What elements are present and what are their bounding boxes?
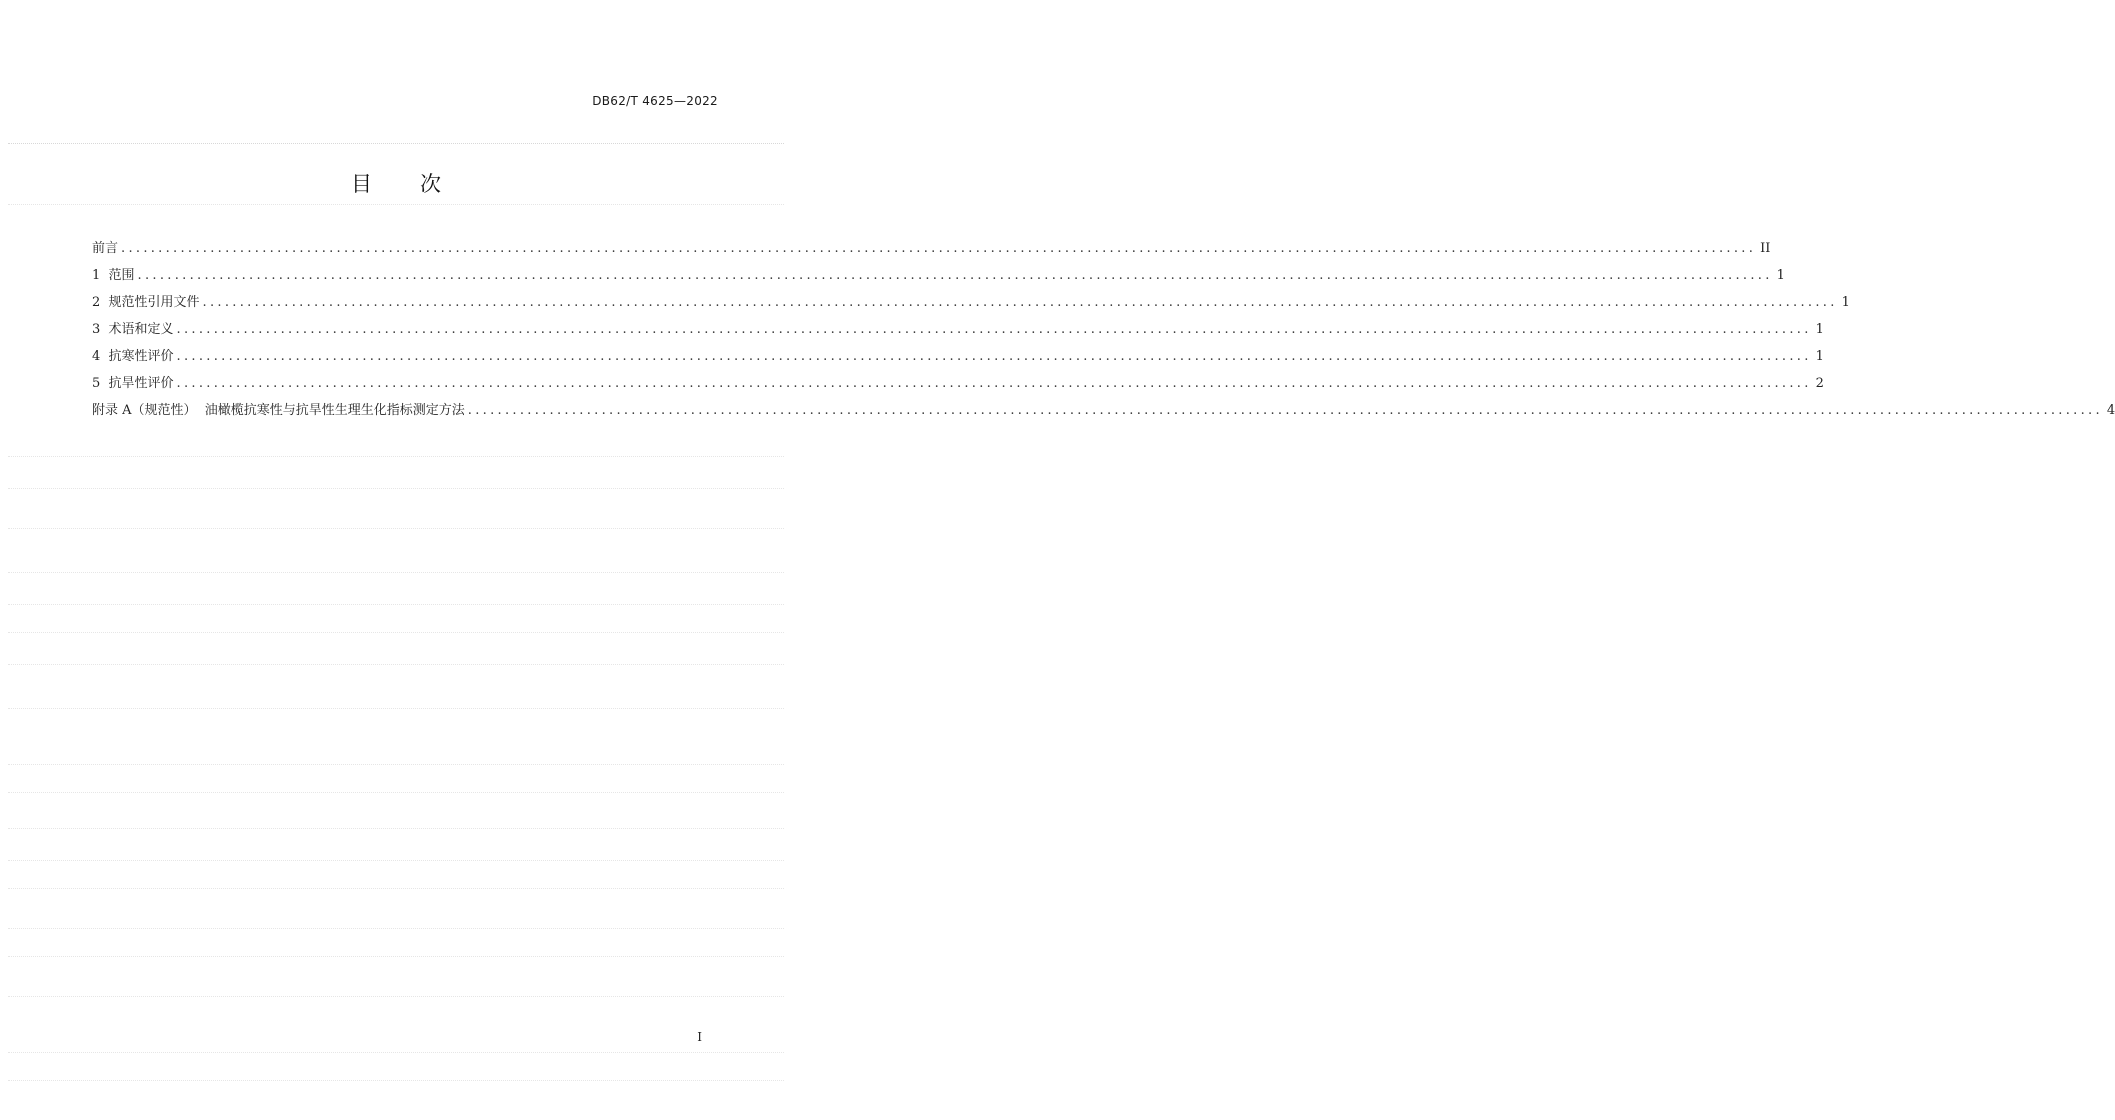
background-dotted-rule	[8, 664, 784, 665]
toc-entry-terms-definitions[interactable]	[92, 321, 1824, 348]
page-number: I	[697, 1030, 702, 1044]
header-rule	[8, 143, 784, 144]
background-dotted-rule	[8, 708, 784, 709]
background-dotted-rule	[8, 632, 784, 633]
toc-entry-drought-resistance[interactable]	[92, 375, 1824, 402]
background-dotted-rule	[8, 996, 784, 997]
toc-leader-dots: ............................................................................................................................................................................................................................	[176, 349, 1812, 364]
toc-entry-cold-resistance[interactable]	[92, 348, 1824, 375]
toc-entry-appendix-a[interactable]	[92, 402, 2115, 429]
standard-code: DB62/T 4625—2022	[592, 94, 718, 108]
toc-entry-label: 5 抗旱性评价	[92, 376, 174, 391]
toc-leader-dots: ............................................................................................................................................................................................................................	[121, 241, 1757, 256]
toc-entry-page: 1	[1815, 322, 1824, 337]
toc-entry-page: 1	[1815, 349, 1824, 364]
toc-entry-label: 前言	[92, 241, 119, 256]
background-dotted-rule	[8, 764, 784, 765]
background-dotted-rule	[8, 928, 784, 929]
background-dotted-rule	[8, 456, 784, 457]
toc-entry-foreword[interactable]	[92, 240, 1771, 267]
page-title	[0, 168, 792, 198]
background-dotted-rule	[8, 792, 784, 793]
toc-entry-page: 1	[1776, 268, 1785, 283]
background-dotted-rule	[8, 860, 784, 861]
background-dotted-rule	[8, 956, 784, 957]
toc-leader-dots: ............................................................................................................................................................................................................................	[467, 403, 2103, 418]
background-dotted-rule	[8, 828, 784, 829]
background-dotted-rule	[8, 528, 784, 529]
background-dotted-rule	[8, 1080, 784, 1081]
toc-entry-label: 附录 A（规范性） 油橄榄抗寒性与抗旱性生理生化指标测定方法	[92, 403, 465, 418]
background-dotted-rule	[8, 1052, 784, 1053]
background-dotted-rule	[8, 604, 784, 605]
toc-entry-page: II	[1760, 241, 1771, 256]
toc-entry-label: 2 规范性引用文件	[92, 295, 200, 310]
toc-entry-label: 1 范围	[92, 268, 135, 283]
toc-entry-page: 1	[1841, 295, 1850, 310]
page-title-char-2: 次	[420, 172, 441, 196]
toc-entry-label: 3 术语和定义	[92, 322, 174, 337]
background-dotted-rule	[8, 888, 784, 889]
table-of-contents	[92, 240, 2115, 429]
toc-leader-dots: ............................................................................................................................................................................................................................	[137, 268, 1773, 283]
toc-entry-page: 2	[1815, 376, 1824, 391]
page-title-char-1: 目	[351, 172, 372, 196]
toc-leader-dots: ............................................................................................................................................................................................................................	[202, 295, 1838, 310]
toc-leader-dots: ............................................................................................................................................................................................................................	[176, 322, 1812, 337]
toc-entry-page: 4	[2106, 403, 2115, 418]
toc-entry-label: 4 抗寒性评价	[92, 349, 174, 364]
toc-entry-normative-references[interactable]	[92, 294, 1850, 321]
background-dotted-rule	[8, 204, 784, 205]
background-dotted-rule	[8, 572, 784, 573]
toc-entry-scope[interactable]	[92, 267, 1785, 294]
toc-leader-dots: ............................................................................................................................................................................................................................	[176, 376, 1812, 391]
background-dotted-rule	[8, 488, 784, 489]
